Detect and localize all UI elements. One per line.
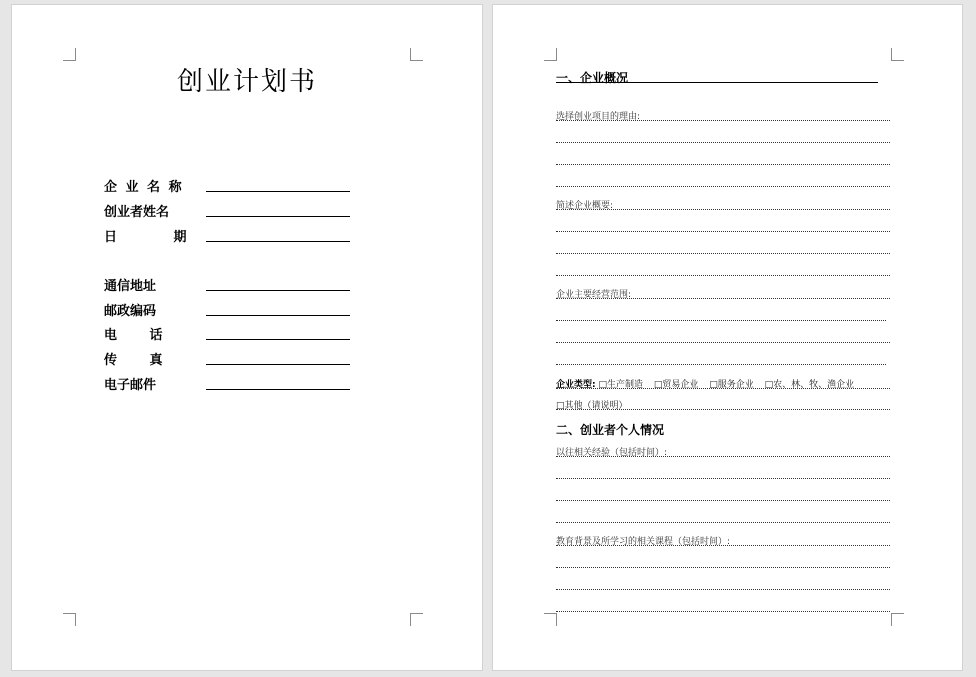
section-title-underline	[556, 82, 878, 83]
email-label: 电子邮件	[104, 378, 157, 393]
project-reason-label: 选择创业项目的理由:	[556, 112, 641, 122]
company-name-label: 企 业 名 称	[104, 180, 184, 195]
type-option-service[interactable]: □服务企业	[709, 380, 754, 390]
phone-label: 电 话	[104, 328, 177, 343]
answer-line[interactable]	[556, 186, 890, 187]
answer-line[interactable]	[556, 500, 890, 501]
answer-line[interactable]	[556, 567, 890, 568]
fax-label: 传 真	[104, 353, 177, 368]
answer-line[interactable]	[556, 253, 890, 254]
date-label: 日 期	[104, 230, 213, 245]
type-option-trade[interactable]: □贸易企业	[653, 380, 699, 390]
answer-line[interactable]	[556, 342, 890, 343]
form-row-address	[104, 275, 364, 295]
answer-line[interactable]	[556, 522, 890, 523]
education-label: 教育背景及所学习的相关课程（包括时间）:	[556, 537, 731, 547]
form-row-postcode	[104, 300, 364, 320]
overview-page	[493, 5, 962, 670]
margin-marker-top-right	[891, 48, 904, 61]
answer-line[interactable]	[556, 209, 890, 210]
email-input-line[interactable]	[206, 389, 350, 390]
margin-marker-bottom-left	[544, 613, 557, 626]
answer-line[interactable]	[556, 231, 890, 232]
answer-line[interactable]	[556, 142, 890, 143]
answer-line[interactable]	[556, 275, 890, 276]
margin-marker-top-right	[410, 48, 423, 61]
answer-line[interactable]	[556, 320, 886, 321]
business-scope-label: 企业主要经营范围:	[556, 290, 632, 300]
form-row-phone	[104, 324, 364, 344]
section-title-company-overview: 一、企业概况	[556, 71, 629, 85]
date-input-line[interactable]	[206, 241, 350, 242]
address-label: 通信地址	[104, 279, 157, 294]
company-summary-label: 简述企业概要:	[556, 201, 614, 211]
cover-page	[12, 5, 482, 670]
form-row-founder-name	[104, 201, 364, 221]
founder-name-label: 创业者姓名	[104, 205, 170, 220]
answer-line[interactable]	[556, 545, 890, 546]
answer-line[interactable]	[556, 298, 890, 299]
answer-line[interactable]	[556, 388, 890, 389]
document-title: 创业计划书	[176, 67, 317, 97]
postcode-input-line[interactable]	[206, 315, 350, 316]
company-type-label: 企业类型:	[556, 380, 596, 390]
answer-line[interactable]	[556, 589, 890, 590]
answer-line[interactable]	[556, 611, 890, 612]
margin-marker-top-left	[63, 48, 76, 61]
answer-line[interactable]	[556, 456, 890, 457]
phone-input-line[interactable]	[206, 339, 350, 340]
form-row-date	[104, 226, 364, 246]
answer-line[interactable]	[556, 164, 890, 165]
margin-marker-top-left	[544, 48, 557, 61]
answer-line[interactable]	[556, 364, 886, 365]
founder-name-input-line[interactable]	[206, 216, 350, 217]
experience-label: 以往相关经验（包括时间）:	[556, 448, 668, 458]
margin-marker-bottom-left	[63, 613, 76, 626]
form-row-fax	[104, 349, 364, 369]
answer-line[interactable]	[556, 120, 890, 121]
postcode-label: 邮政编码	[104, 304, 157, 319]
type-option-other[interactable]: □其他（请说明）	[556, 401, 628, 411]
margin-marker-bottom-right	[891, 613, 904, 626]
section-title-founder-info: 二、创业者个人情况	[556, 423, 665, 437]
form-row-email	[104, 374, 364, 394]
answer-line[interactable]	[556, 478, 890, 479]
form-row-company-name	[104, 176, 364, 196]
address-input-line[interactable]	[206, 290, 350, 291]
answer-line[interactable]	[556, 409, 890, 410]
type-option-agriculture[interactable]: □农、林、牧、渔企业	[764, 380, 855, 390]
company-name-input-line[interactable]	[206, 191, 350, 192]
type-option-manufacturing[interactable]: □生产制造	[598, 380, 643, 390]
margin-marker-bottom-right	[410, 613, 423, 626]
fax-input-line[interactable]	[206, 364, 350, 365]
